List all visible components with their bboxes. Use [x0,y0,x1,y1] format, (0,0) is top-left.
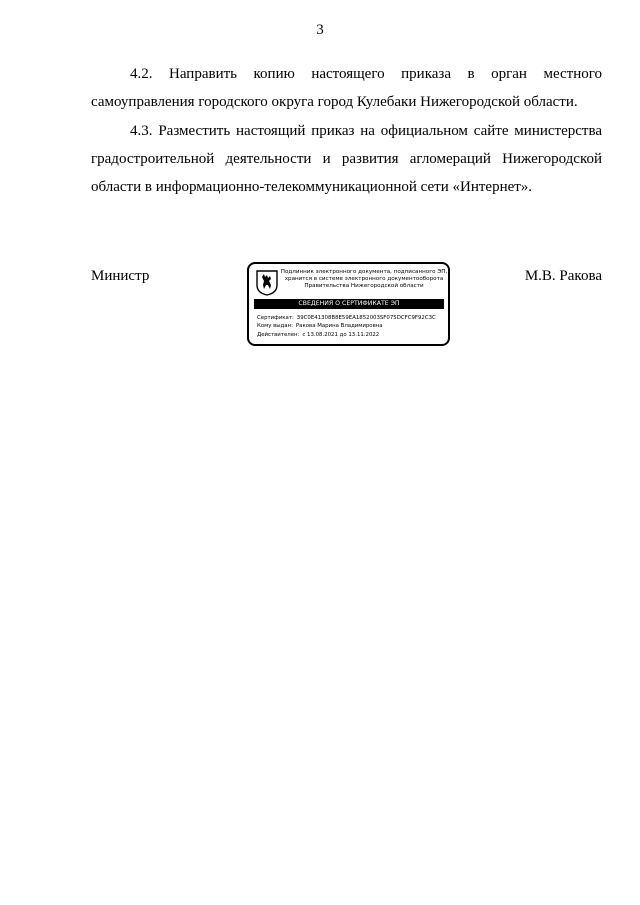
stamp-banner: СВЕДЕНИЯ О СЕРТИФИКАТЕ ЭП [254,299,444,309]
signer-name: М.В. Ракова [524,268,602,284]
issued-to-value: Ракова Марина Владимировна [295,323,383,330]
stamp-header-line: Подлинник электронного документа, подписанного ЭП, [280,269,448,275]
signer-title: Министр [91,268,150,284]
valid-label: Действителен: [257,331,300,338]
paragraph-4-3: 4.3. Разместить настоящий приказ на официальном сайте министерства градостроительной деятельности и развития агломераций Нижегородской области в информационно-телекоммуникационной сети «Интернет». [91,123,602,195]
valid-row [257,331,447,339]
page-number: 3 [316,22,324,38]
certificate-label: Сертификат: [257,315,294,321]
issued-to-label: Кому выдан: [257,323,293,330]
issued-to-row [257,322,447,330]
nizhny-novgorod-deer-emblem-icon [256,270,278,296]
stamp-details [257,314,447,339]
stamp-header [280,269,448,291]
paragraph-4-2: 4.2. Направить копию настоящего приказа в орган местного самоуправления городского округа город Кулебаки Нижегородской области. [91,66,602,110]
stamp-header-line: хранится в системе электронного документооборота [284,276,444,283]
certificate-row [257,314,447,322]
certificate-value: 39C0E41308B8E59EA1852003SF075DCFC9F92C3C [296,315,436,321]
electronic-signature-stamp [247,262,450,346]
stamp-header-line: Правительства Нижегородской области [304,283,424,290]
valid-value: с 13.08.2021 до 13.11.2022 [302,331,380,338]
